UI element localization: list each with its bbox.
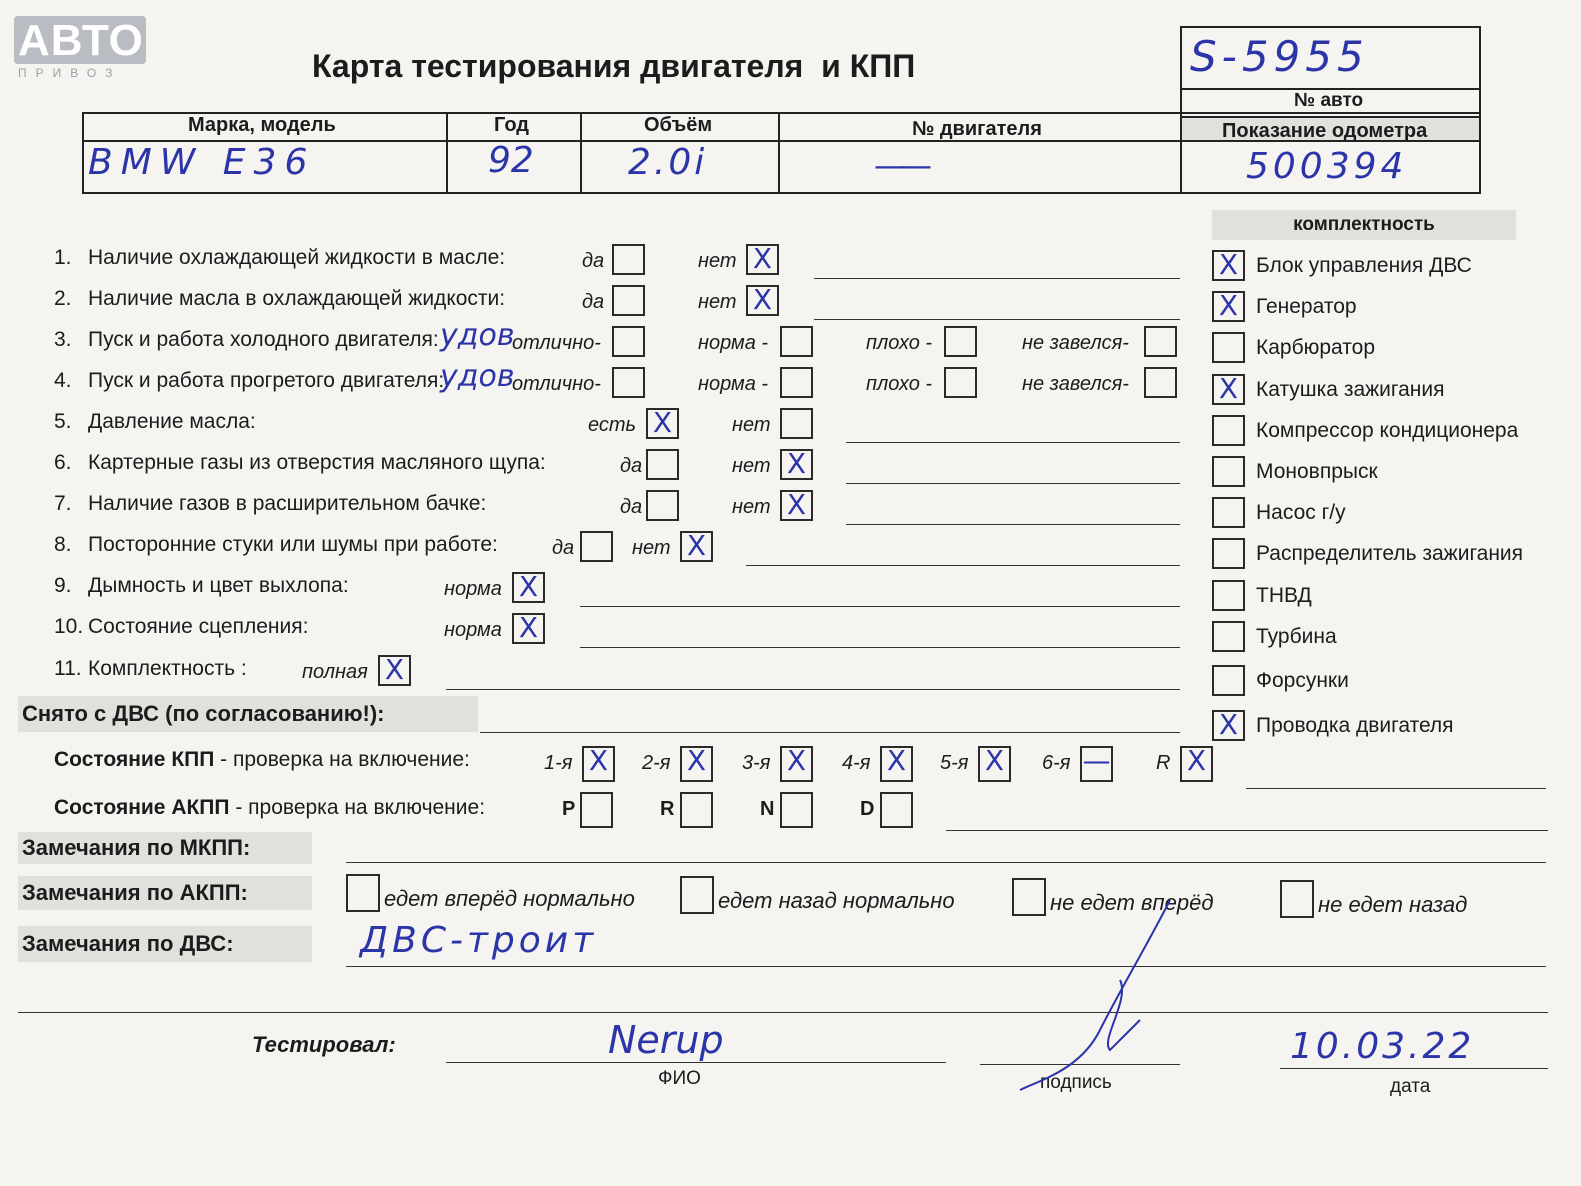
option-checkbox[interactable]: [612, 367, 645, 398]
completeness-checkbox[interactable]: [1212, 665, 1245, 696]
akpp-no-backward-label: не едет назад: [1318, 892, 1468, 917]
removed-label: Снято с ДВС (по согласованию!):: [18, 696, 478, 732]
option-label: норма -: [698, 373, 769, 395]
akpp-label: [54, 796, 485, 820]
fio-label: ФИО: [658, 1068, 701, 1089]
row-note: удов: [440, 318, 515, 353]
col-odometer: Показание одометра: [1222, 120, 1428, 142]
option-label: нет: [732, 455, 771, 477]
check-mark: X: [786, 488, 807, 521]
option-checkbox[interactable]: [1144, 326, 1177, 357]
completeness-checkbox[interactable]: [1212, 332, 1245, 363]
value-odometer: 500394: [1246, 146, 1408, 187]
option-label: норма: [444, 619, 502, 641]
akpp-backward-ok-checkbox[interactable]: [680, 876, 714, 914]
option-checkbox[interactable]: [680, 531, 713, 562]
akpp-gear-checkbox[interactable]: [880, 792, 913, 828]
row-note: удов: [440, 359, 515, 394]
option-label: плохо -: [866, 332, 933, 354]
option-label: не завелся-: [1022, 373, 1129, 395]
check-mark: X: [1218, 371, 1239, 405]
check-mark: X: [786, 447, 807, 480]
completeness-checkbox[interactable]: [1212, 371, 1245, 405]
row-number: 3.: [54, 328, 72, 351]
check-mark: X: [1218, 708, 1239, 742]
row-label: Наличие газов в расширительном бачке:: [88, 492, 487, 515]
akpp-notes-label: Замечания по АКПП:: [18, 876, 312, 910]
option-checkbox[interactable]: [512, 613, 545, 644]
kpp-gear-label: 6-я: [1042, 752, 1071, 774]
check-mark: X: [984, 744, 1005, 777]
option-checkbox[interactable]: [612, 285, 645, 316]
completeness-checkbox[interactable]: [1212, 621, 1245, 652]
akpp-backward-ok-label: едет назад нормально: [718, 888, 955, 913]
check-mark: X: [1186, 744, 1207, 777]
option-checkbox[interactable]: [512, 572, 545, 603]
completeness-item-label: Блок управления ДВС: [1256, 254, 1472, 277]
sign-label: подпись: [1040, 1072, 1112, 1093]
option-label: норма -: [698, 332, 769, 354]
akpp-forward-ok-label: едет вперёд нормально: [384, 886, 635, 911]
check-mark: X: [752, 242, 773, 275]
option-checkbox[interactable]: [378, 655, 411, 686]
kpp-label: [54, 748, 470, 772]
completeness-checkbox[interactable]: [1212, 710, 1245, 741]
kpp-gear-label: R: [1156, 752, 1171, 774]
check-mark: X: [1218, 248, 1239, 281]
option-checkbox[interactable]: [646, 449, 679, 480]
option-label: да: [620, 455, 643, 477]
option-checkbox[interactable]: [780, 490, 813, 521]
kpp-gear-checkbox[interactable]: [1080, 746, 1113, 782]
car-number-value: S-5955: [1190, 32, 1369, 81]
option-label: отлично-: [512, 332, 601, 354]
row-number: 10.: [54, 615, 84, 638]
option-label: да: [582, 250, 605, 272]
col-make: Марка, модель: [188, 114, 336, 136]
option-label: норма: [444, 578, 502, 600]
row-number: 5.: [54, 410, 72, 433]
row-number: 2.: [54, 287, 72, 310]
row-label: Дымность и цвет выхлопа:: [88, 574, 349, 597]
akpp-gear-label: D: [860, 798, 875, 820]
row-label: Пуск и работа прогретого двигателя:: [88, 369, 445, 392]
row-number: 7.: [54, 492, 72, 515]
kpp-gear-label: 1-я: [544, 752, 573, 774]
kpp-gear-checkbox[interactable]: [780, 746, 813, 782]
date-label: дата: [1390, 1076, 1431, 1097]
kpp-label-bold: Состояние КПП: [54, 748, 215, 771]
check-mark: X: [686, 744, 707, 777]
tested-label: Тестировал:: [252, 1032, 396, 1057]
dvs-notes-value: ДВС-троит: [360, 920, 598, 961]
kpp-gear-checkbox[interactable]: [582, 746, 615, 782]
option-checkbox[interactable]: [746, 285, 779, 316]
check-mark: X: [652, 406, 673, 439]
kpp-gear-checkbox[interactable]: [978, 746, 1011, 782]
check-mark: X: [518, 611, 539, 644]
option-label: плохо -: [866, 373, 933, 395]
check-mark: X: [588, 744, 609, 777]
kpp-gear-label: 2-я: [642, 752, 671, 774]
col-year: Год: [494, 114, 529, 136]
option-checkbox[interactable]: [646, 408, 679, 439]
car-number-label: № авто: [1294, 90, 1364, 111]
kpp-gear-label: 5-я: [940, 752, 969, 774]
row-label: Пуск и работа холодного двигателя:: [88, 328, 439, 351]
check-mark: X: [786, 744, 807, 777]
option-label: нет: [632, 537, 671, 559]
akpp-label-bold: Состояние АКПП: [54, 796, 230, 819]
option-checkbox[interactable]: [746, 244, 779, 275]
option-label: да: [620, 496, 643, 518]
check-mark: —: [1082, 744, 1111, 777]
completeness-checkbox[interactable]: [1212, 291, 1245, 322]
option-label: нет: [732, 414, 771, 436]
check-mark: X: [686, 529, 707, 562]
col-volume: Объём: [644, 114, 713, 136]
option-label: отлично-: [512, 373, 601, 395]
value-year: 92: [488, 140, 534, 181]
option-checkbox[interactable]: [780, 408, 813, 439]
row-number: 4.: [54, 369, 72, 392]
completeness-checkbox[interactable]: [1212, 538, 1245, 569]
completeness-title: [1212, 210, 1516, 240]
row-number: 11.: [54, 657, 82, 680]
signature: [1000, 880, 1230, 1100]
completeness-item-label: Насос г/у: [1256, 501, 1346, 525]
check-mark: X: [518, 570, 539, 603]
test-date: 10.03.22: [1290, 1026, 1475, 1067]
option-checkbox[interactable]: [780, 449, 813, 480]
option-checkbox[interactable]: [944, 367, 977, 398]
option-checkbox[interactable]: [780, 367, 813, 398]
check-mark: X: [384, 653, 405, 686]
kpp-gear-checkbox[interactable]: [680, 746, 713, 782]
option-label: да: [582, 291, 605, 313]
value-engine-no: ——: [874, 146, 926, 184]
option-label: есть: [588, 414, 637, 436]
completeness-item-label: Турбина: [1256, 624, 1337, 648]
option-checkbox[interactable]: [646, 490, 679, 521]
kpp-gear-label: 4-я: [842, 752, 871, 774]
row-number: 8.: [54, 533, 72, 556]
completeness-checkbox[interactable]: [1212, 456, 1245, 487]
akpp-gear-checkbox[interactable]: [580, 792, 613, 828]
dvs-notes-label: Замечания по ДВС:: [18, 926, 312, 962]
row-number: 1.: [54, 246, 72, 269]
akpp-forward-ok-checkbox[interactable]: [346, 874, 380, 912]
check-mark: X: [886, 744, 907, 777]
completeness-item-label: Катушка зажигания: [1256, 377, 1445, 401]
row-number: 9.: [54, 574, 72, 597]
completeness-title-text: комплектность: [1293, 214, 1435, 235]
option-label: нет: [698, 250, 737, 272]
option-label: да: [552, 537, 575, 559]
page-title: Карта тестирования двигателя и КПП: [312, 48, 916, 84]
option-checkbox[interactable]: [1144, 367, 1177, 398]
option-label: полная: [302, 661, 368, 683]
check-mark: X: [1218, 289, 1239, 323]
completeness-item-label: Генератор: [1256, 295, 1357, 319]
row-label: Посторонние стуки или шумы при работе:: [88, 533, 498, 556]
completeness-item-label: Проводка двигателя: [1256, 714, 1454, 738]
option-checkbox[interactable]: [944, 326, 977, 357]
logo-text: АВТО: [18, 16, 144, 65]
row-label: Комплектность :: [88, 657, 247, 680]
row-number: 6.: [54, 451, 72, 474]
option-label: не завелся-: [1022, 332, 1129, 354]
completeness-item-label: Компрессор кондиционера: [1256, 418, 1519, 442]
row-label: Состояние сцепления:: [88, 615, 309, 638]
kpp-gear-checkbox[interactable]: [1180, 746, 1213, 782]
completeness-item-label: Моновпрыск: [1256, 460, 1378, 483]
col-engine-no: № двигателя: [912, 118, 1042, 140]
row-label: Давление масла:: [88, 410, 256, 433]
value-make: BMW E36: [88, 142, 316, 183]
completeness-checkbox[interactable]: [1212, 497, 1245, 528]
row-label: Картерные газы из отверстия масляного щупа:: [88, 451, 546, 474]
completeness-checkbox[interactable]: [1212, 250, 1245, 281]
row-label: Наличие охлаждающей жидкости в масле:: [88, 246, 506, 269]
akpp-gear-checkbox[interactable]: [680, 792, 713, 828]
completeness-checkbox[interactable]: [1212, 580, 1245, 611]
akpp-no-forward-label: не едет вперёд: [1050, 890, 1214, 915]
row-label: Наличие масла в охлаждающей жидкости:: [88, 287, 506, 310]
option-label: нет: [732, 496, 771, 518]
completeness-checkbox[interactable]: [1212, 415, 1245, 446]
completeness-item-label: Форсунки: [1256, 669, 1349, 692]
akpp-gear-label: R: [660, 798, 675, 820]
logo-subtext: ПРИВОЗ: [18, 66, 122, 80]
akpp-no-backward-checkbox[interactable]: [1280, 880, 1314, 918]
tester-name: Nerup: [608, 1018, 724, 1062]
option-checkbox[interactable]: [580, 531, 613, 562]
completeness-item-label: Карбюратор: [1256, 336, 1376, 360]
option-checkbox[interactable]: [780, 326, 813, 357]
mkpp-notes-label: Замечания по МКПП:: [18, 832, 312, 864]
value-volume: 2.0i: [628, 142, 708, 183]
akpp-label-rest: - проверка на включение:: [229, 796, 486, 819]
akpp-gear-checkbox[interactable]: [780, 792, 813, 828]
completeness-item-label: Распределитель зажигания: [1256, 542, 1524, 566]
akpp-gear-label: P: [562, 798, 576, 820]
kpp-gear-checkbox[interactable]: [880, 746, 913, 782]
completeness-item-label: ТНВД: [1256, 583, 1312, 607]
akpp-gear-label: N: [760, 798, 775, 820]
option-label: нет: [698, 291, 737, 313]
option-checkbox[interactable]: [612, 326, 645, 357]
kpp-label-rest: - проверка на включение:: [214, 748, 470, 771]
kpp-gear-label: 3-я: [742, 752, 771, 774]
check-mark: X: [752, 283, 773, 316]
option-checkbox[interactable]: [612, 244, 645, 275]
